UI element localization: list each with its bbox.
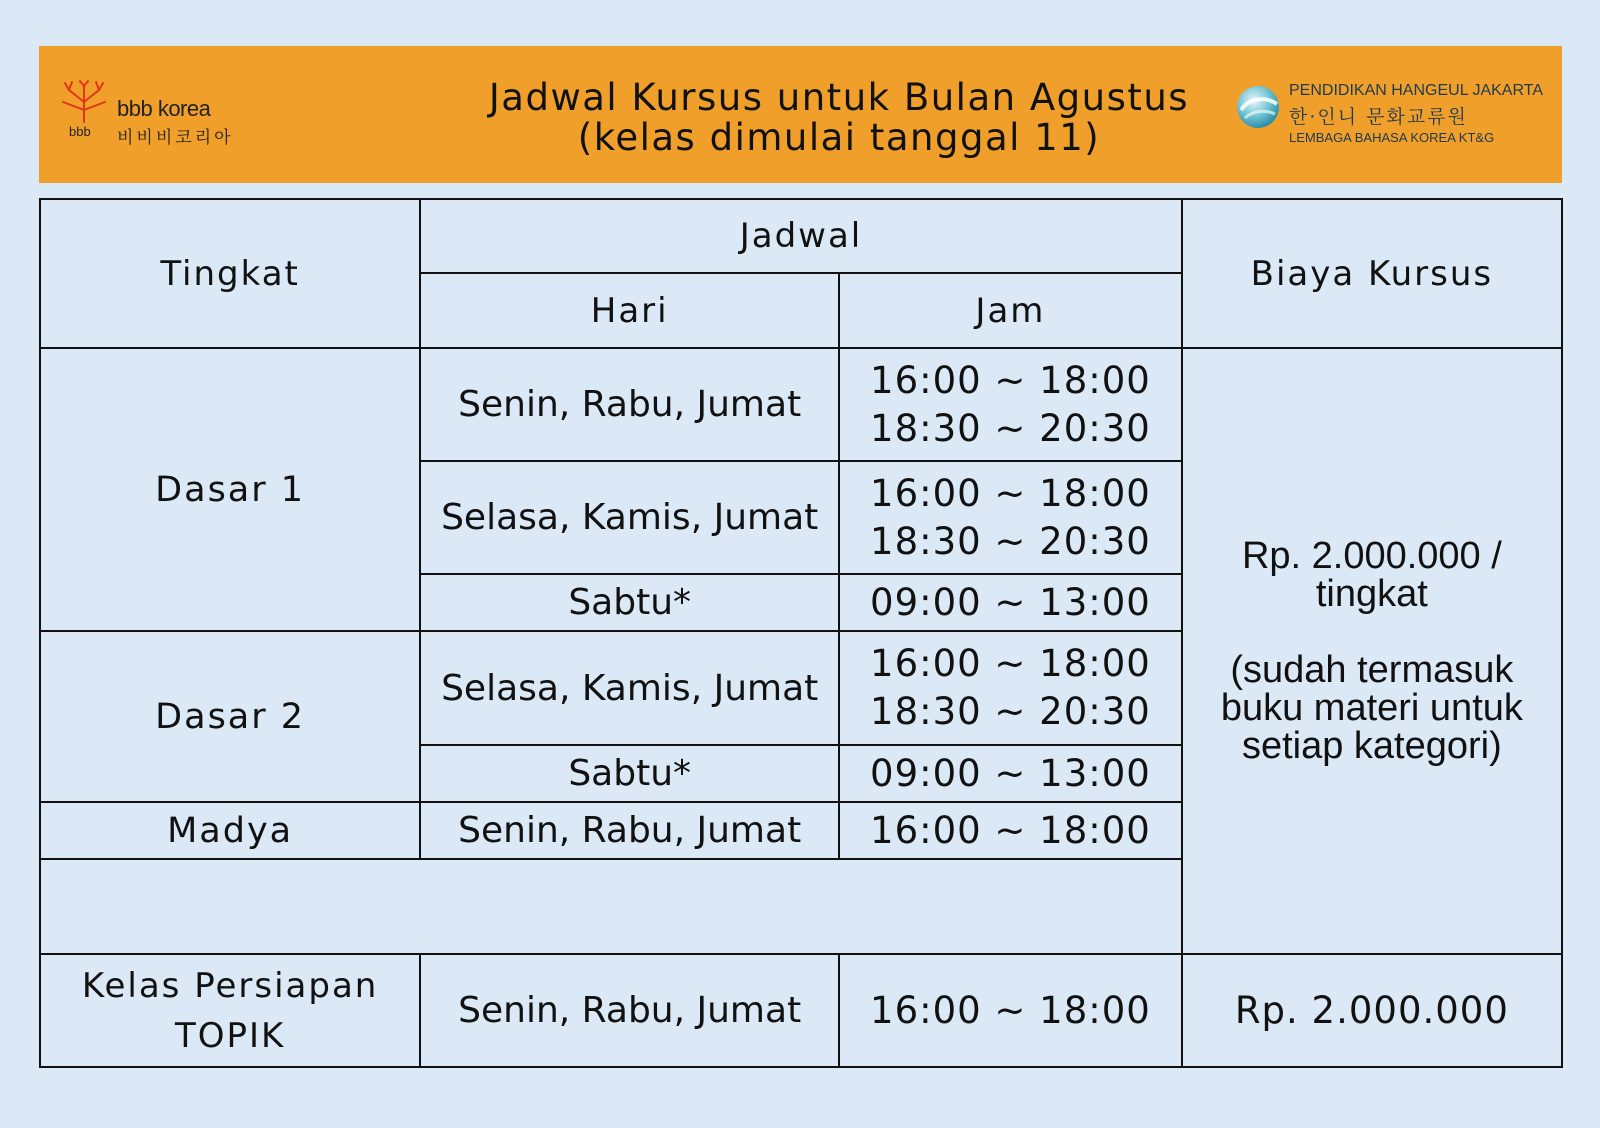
bbb-korea-logo [59,80,299,150]
level-topik-line: Kelas Persiapan [81,965,379,1006]
time-slot: 18:30 ~ 20:30 [870,519,1151,563]
time-cell [839,348,1182,461]
brand-small-label: bbb [69,124,91,139]
time-slot: 16:00 ~ 18:00 [870,471,1151,515]
globe-icon [1235,84,1281,130]
time-cell [839,574,1182,631]
header-banner [39,46,1562,183]
time-cell [839,745,1182,802]
fee-amount: Rp. 2.000.000 / [1241,535,1502,577]
time-slot: 16:00 ~ 18:00 [870,358,1151,402]
table-row [40,954,1562,1067]
header-level: Tingkat [40,199,420,348]
page-title [419,78,1259,158]
fee-note-line: setiap kategori) [1241,725,1502,767]
title-line-2: (kelas dimulai tanggal 11) [577,116,1101,159]
fee-cell: Rp. 2.000.000 [1182,954,1562,1067]
time-cell [839,631,1182,745]
day-cell: Selasa, Kamis, Jumat [420,631,839,745]
header-schedule: Jadwal [420,199,1182,273]
time-slot: 18:30 ~ 20:30 [870,406,1151,450]
partner-korean-name: 한·인니 문화교류원 [1289,106,1468,128]
time-cell [839,461,1182,574]
tree-icon [59,80,109,124]
title-line-1: Jadwal Kursus untuk Bulan Agustus [488,76,1190,119]
day-cell: Senin, Rabu, Jumat [420,348,839,461]
header-time: Jam [839,273,1182,348]
fee-note-line: (sudah termasuk [1230,649,1514,691]
time-slot: 09:00 ~ 13:00 [870,751,1151,795]
partner-subtitle: LEMBAGA BAHASA KOREA KT&G [1289,130,1495,145]
time-slot: 09:00 ~ 13:00 [870,580,1151,624]
time-slot: 18:30 ~ 20:30 [870,690,1151,733]
spacer-row [40,859,1562,954]
schedule-table [39,198,1563,1068]
empty-cell [40,859,1562,954]
fee-unit: tingkat [1315,573,1428,615]
time-cell: 16:00 ~ 18:00 [839,802,1182,859]
fee-note-line: buku materi untuk [1220,687,1523,729]
level-dasar-2: Dasar 2 [40,631,420,802]
level-madya: Madya [40,802,420,859]
partner-name: PENDIDIKAN HANGEUL JAKARTA [1289,82,1543,99]
brand-name: bbb korea [117,96,211,121]
level-dasar-1: Dasar 1 [40,348,420,631]
time-slot: 16:00 ~ 18:00 [870,642,1151,685]
header-day: Hari [420,273,839,348]
day-cell: Sabtu* [420,574,839,631]
header-fee: Biaya Kursus [1182,199,1562,348]
day-cell: Sabtu* [420,745,839,802]
level-topik-line: TOPIK [174,1015,286,1056]
day-cell: Senin, Rabu, Jumat [420,802,839,859]
partner-logo [1235,80,1565,160]
time-cell: 16:00 ~ 18:00 [839,954,1182,1067]
level-topik [40,954,420,1067]
table-row [40,348,1562,461]
day-cell: Selasa, Kamis, Jumat [420,461,839,574]
day-cell: Senin, Rabu, Jumat [420,954,839,1067]
brand-korean: 비비비코리아 [117,128,234,148]
